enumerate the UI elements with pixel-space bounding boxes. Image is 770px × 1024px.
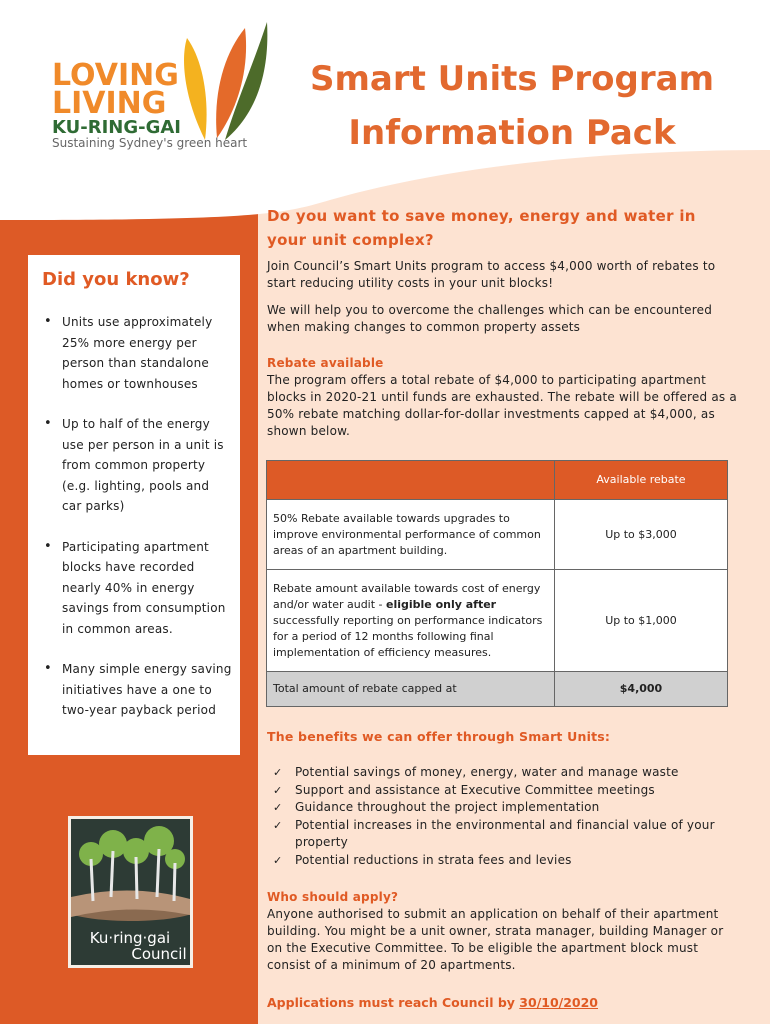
logo-living: LIVING bbox=[52, 86, 167, 121]
benefit-item: ✓ Potential increases in the environmental and financial value of your property bbox=[267, 817, 737, 852]
did-you-know-item: • Up to half of the energy use per person in a unit is from common property (e.g. lighting, pools and car parks) bbox=[42, 414, 232, 517]
did-you-know-item: • Many simple energy saving initiatives have a one to two-year payback period bbox=[42, 659, 232, 721]
deadline-text bbox=[267, 995, 598, 1010]
council-logo bbox=[68, 816, 193, 968]
logo-ku-ring-gai: KU-RING-GAI bbox=[52, 117, 181, 138]
rebate-section bbox=[267, 355, 737, 440]
table-row bbox=[267, 570, 728, 672]
did-you-know-title: Did you know? bbox=[42, 269, 190, 290]
benefit-item: ✓ Support and assistance at Executive Committee meetings bbox=[267, 782, 737, 800]
did-you-know-item: • Participating apartment blocks have recorded nearly 40% in energy savings from consumption in common areas. bbox=[42, 537, 232, 640]
intro-paragraph-2: We will help you to overcome the challenges which can be encountered when making changes to common property assets bbox=[267, 303, 713, 334]
logo-leaves-icon bbox=[175, 20, 270, 150]
title-line-2: Information Pack bbox=[348, 113, 676, 153]
rebate-text: The program offers a total rebate of $4,000 to participating apartment blocks in 2020-21 until funds are exhausted. The rebate will be offered as a 50% rebate matching dollar-for-dollar investments capped at $4,000, as shown below. bbox=[267, 373, 737, 438]
rebate-table bbox=[266, 460, 728, 707]
logo-tagline: Sustaining Sydney's green heart bbox=[52, 136, 248, 150]
council-logo-line1: Ku·ring·gai bbox=[89, 929, 171, 947]
page-title bbox=[282, 52, 742, 160]
table-row bbox=[267, 500, 728, 570]
table-header-empty bbox=[267, 461, 555, 500]
main-question: Do you want to save money, energy and water in your unit complex? bbox=[267, 207, 696, 249]
did-you-know-item: • Units use approximately 25% more energy per person than standalone homes or townhouses bbox=[42, 312, 232, 394]
row2-desc-post: successfully reporting on performance indicators for a period of 12 months following final implementation of efficiency measures. bbox=[273, 613, 543, 659]
who-heading: Who should apply? bbox=[267, 890, 399, 904]
deadline-date: 30/10/2020 bbox=[519, 995, 599, 1010]
did-you-know-list bbox=[42, 312, 232, 741]
deadline-label: Applications must reach Council by bbox=[267, 995, 520, 1010]
total-label: Total amount of rebate capped at bbox=[267, 672, 555, 707]
intro-paragraph-1: Join Council’s Smart Units program to access $4,000 worth of rebates to start reducing utility costs in your unit blocks! bbox=[267, 259, 716, 290]
who-section bbox=[267, 889, 737, 974]
benefits-heading: The benefits we can offer through Smart Units: bbox=[267, 729, 611, 744]
benefit-item: ✓ Guidance throughout the project implementation bbox=[267, 799, 737, 817]
row1-value: Up to $3,000 bbox=[555, 500, 728, 570]
rebate-heading: Rebate available bbox=[267, 356, 384, 370]
row1-description: 50% Rebate available towards upgrades to improve environmental performance of common areas of an apartment building. bbox=[267, 500, 555, 570]
title-line-1: Smart Units Program bbox=[309, 59, 715, 99]
council-logo-line2: Council bbox=[131, 945, 187, 963]
table-header-available: Available rebate bbox=[555, 461, 728, 500]
table-total-row bbox=[267, 672, 728, 707]
row2-value: Up to $1,000 bbox=[555, 570, 728, 672]
table-header-row bbox=[267, 461, 728, 500]
row2-description bbox=[267, 570, 555, 672]
logo-loving: LOVING bbox=[52, 58, 179, 93]
row2-desc-bold: eligible only after bbox=[386, 597, 497, 611]
did-you-know-box bbox=[28, 255, 240, 755]
council-trees-icon bbox=[71, 819, 190, 965]
who-text: Anyone authorised to submit an application on behalf of their apartment building. You might be a unit owner, strata manager, building Manager or on the Executive Committee. To be eligible the apartment block must consist of a minimum of 20 apartments. bbox=[267, 907, 724, 972]
benefit-item: ✓ Potential savings of money, energy, water and manage waste bbox=[267, 764, 737, 782]
benefit-item: ✓ Potential reductions in strata fees and levies bbox=[267, 852, 737, 870]
benefits-list bbox=[267, 764, 737, 869]
row2-desc-pre: Rebate amount available towards cost of energy and/or water audit - bbox=[273, 581, 541, 611]
total-value: $4,000 bbox=[555, 672, 728, 707]
